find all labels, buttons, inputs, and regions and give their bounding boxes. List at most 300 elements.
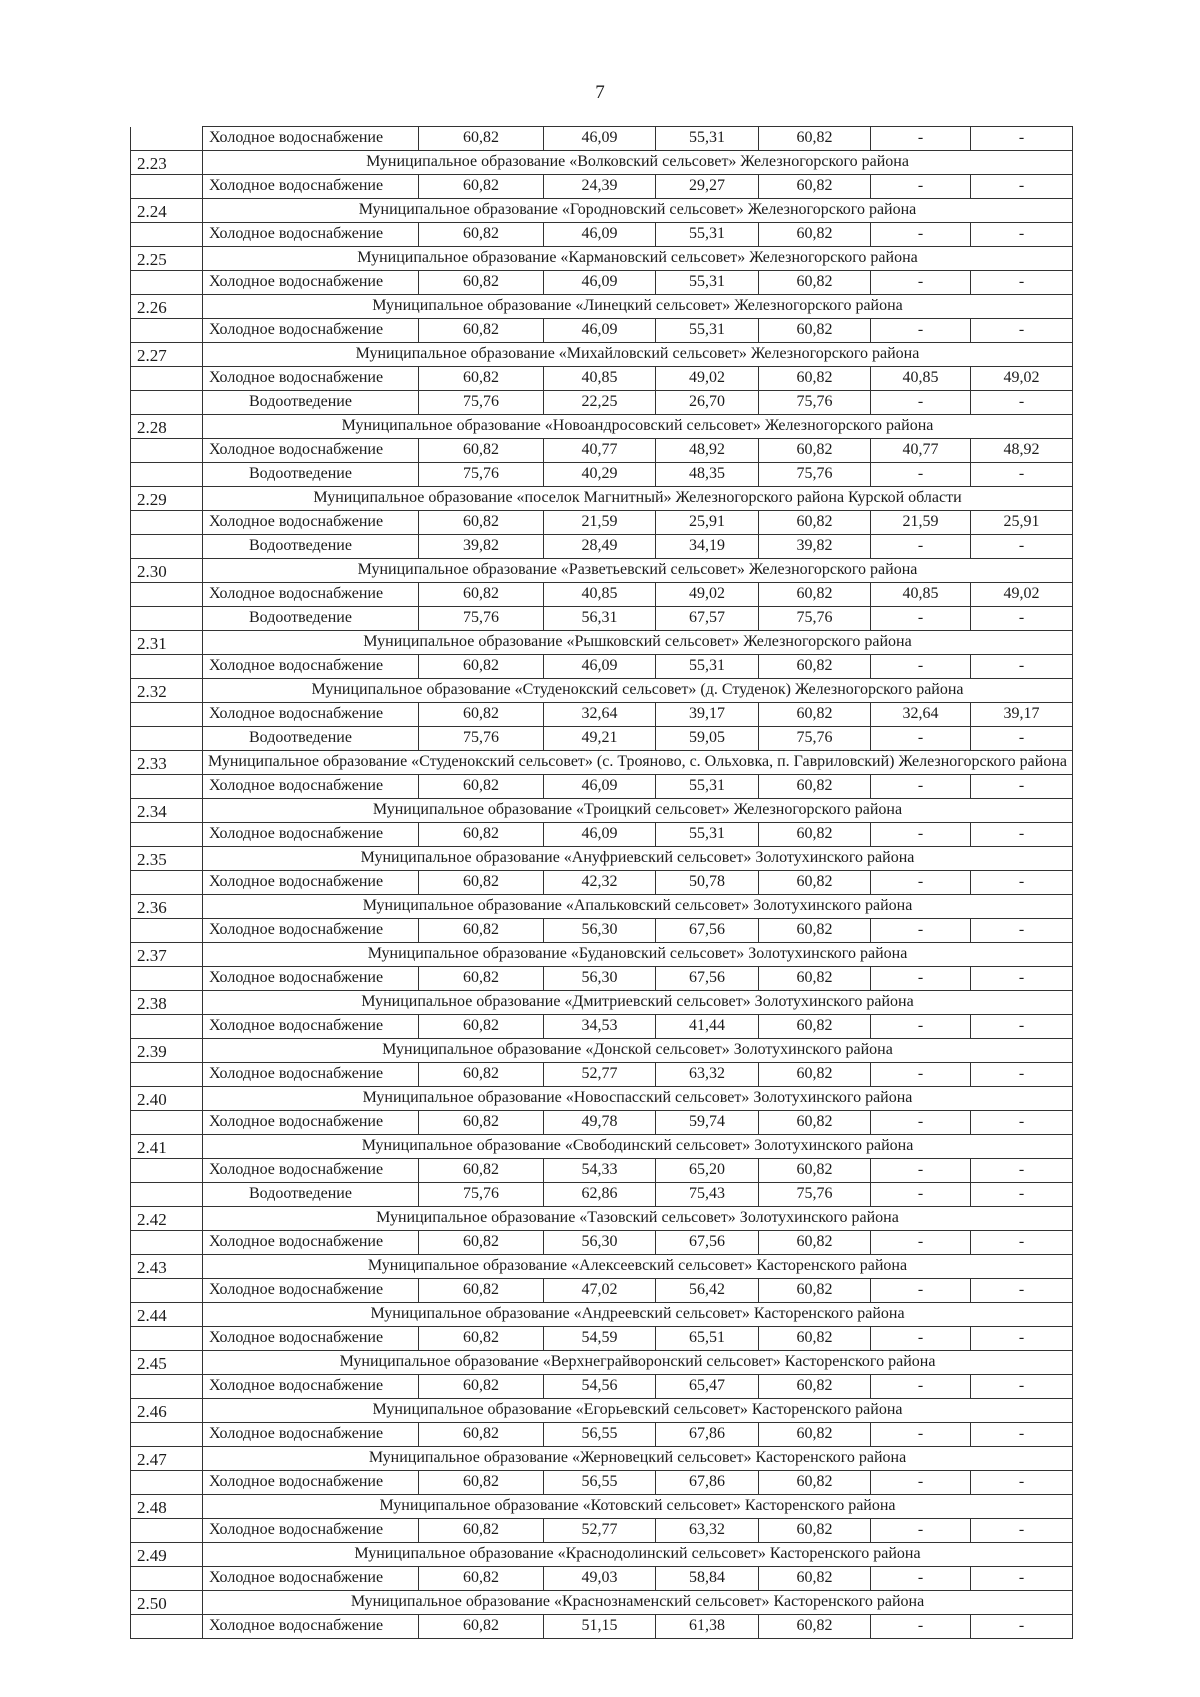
tariff-value: 60,82 — [759, 1375, 871, 1399]
section-number: 2.49 — [131, 1543, 203, 1567]
tariff-value: 40,85 — [871, 583, 971, 607]
number-blank-cell — [131, 703, 203, 727]
section-number: 2.30 — [131, 559, 203, 583]
tariff-value: - — [871, 1327, 971, 1351]
service-row — [131, 391, 1073, 415]
number-blank-cell — [131, 1183, 203, 1207]
tariff-value: - — [871, 727, 971, 751]
section-title: Муниципальное образование «Верхнеграйворонский сельсовет» Касторенского района — [203, 1351, 1073, 1375]
tariff-value: - — [871, 535, 971, 559]
tariff-value: - — [971, 127, 1073, 151]
tariff-value: 75,76 — [759, 463, 871, 487]
tariff-value: 60,82 — [759, 223, 871, 247]
section-number: 2.34 — [131, 799, 203, 823]
tariff-value: - — [971, 1471, 1073, 1495]
tariff-value: 60,82 — [419, 319, 544, 343]
tariff-value: 60,82 — [759, 271, 871, 295]
service-label: Холодное водоснабжение — [203, 1063, 419, 1087]
tariff-value: 60,82 — [759, 967, 871, 991]
tariff-value: 60,82 — [419, 871, 544, 895]
section-number: 2.40 — [131, 1087, 203, 1111]
tariff-value: - — [871, 1471, 971, 1495]
number-blank-cell — [131, 1111, 203, 1135]
service-label: Холодное водоснабжение — [203, 1015, 419, 1039]
number-blank-cell — [131, 1159, 203, 1183]
service-label: Водоотведение — [203, 391, 419, 415]
tariff-value: 60,82 — [419, 223, 544, 247]
tariff-value: 56,55 — [544, 1471, 656, 1495]
service-row — [131, 271, 1073, 295]
tariff-value: 60,82 — [759, 703, 871, 727]
tariff-table — [130, 126, 1073, 1639]
page-number: 7 — [595, 82, 605, 103]
section-number: 2.26 — [131, 295, 203, 319]
tariff-value: 48,35 — [656, 463, 759, 487]
number-blank-cell — [131, 127, 203, 151]
tariff-value: 67,56 — [656, 1231, 759, 1255]
service-label: Водоотведение — [203, 535, 419, 559]
service-row — [131, 583, 1073, 607]
tariff-value: 49,02 — [656, 583, 759, 607]
number-blank-cell — [131, 271, 203, 295]
section-row — [131, 199, 1073, 223]
tariff-value: 60,82 — [419, 271, 544, 295]
tariff-value: 59,05 — [656, 727, 759, 751]
service-row — [131, 655, 1073, 679]
service-row — [131, 871, 1073, 895]
service-label: Холодное водоснабжение — [203, 655, 419, 679]
service-row — [131, 607, 1073, 631]
tariff-value: 65,20 — [656, 1159, 759, 1183]
service-label: Холодное водоснабжение — [203, 367, 419, 391]
tariff-value: 40,85 — [871, 367, 971, 391]
service-label: Холодное водоснабжение — [203, 775, 419, 799]
tariff-value: - — [871, 1063, 971, 1087]
tariff-value: 60,82 — [759, 511, 871, 535]
tariff-value: 55,31 — [656, 271, 759, 295]
service-label: Водоотведение — [203, 607, 419, 631]
tariff-value: - — [971, 271, 1073, 295]
section-row — [131, 1303, 1073, 1327]
tariff-value: 29,27 — [656, 175, 759, 199]
tariff-value: - — [871, 391, 971, 415]
tariff-value: 34,53 — [544, 1015, 656, 1039]
tariff-value: 75,76 — [419, 463, 544, 487]
section-number: 2.43 — [131, 1255, 203, 1279]
number-blank-cell — [131, 1519, 203, 1543]
service-label: Водоотведение — [203, 727, 419, 751]
number-blank-cell — [131, 1615, 203, 1639]
service-row — [131, 727, 1073, 751]
tariff-value: 46,09 — [544, 271, 656, 295]
tariff-value: - — [871, 1279, 971, 1303]
tariff-value: 39,17 — [656, 703, 759, 727]
section-number: 2.42 — [131, 1207, 203, 1231]
section-title: Муниципальное образование «Новоандросовский сельсовет» Железногорского района — [203, 415, 1073, 439]
tariff-value: 60,82 — [759, 1015, 871, 1039]
tariff-value: 60,82 — [419, 367, 544, 391]
service-row — [131, 127, 1073, 151]
tariff-value: 60,82 — [759, 1279, 871, 1303]
tariff-value: - — [971, 1111, 1073, 1135]
service-label: Холодное водоснабжение — [203, 511, 419, 535]
tariff-value: 39,82 — [419, 535, 544, 559]
tariff-value: 32,64 — [871, 703, 971, 727]
tariff-value: 75,76 — [419, 727, 544, 751]
section-title: Муниципальное образование «Городновский сельсовет» Железногорского района — [203, 199, 1073, 223]
tariff-value: 60,82 — [419, 127, 544, 151]
tariff-value: 75,76 — [419, 391, 544, 415]
number-blank-cell — [131, 1375, 203, 1399]
section-title: Муниципальное образование «Студенокский сельсовет» (д. Студенок) Железногорского района — [203, 679, 1073, 703]
tariff-value: 46,09 — [544, 655, 656, 679]
service-label: Холодное водоснабжение — [203, 1159, 419, 1183]
tariff-value: 54,33 — [544, 1159, 656, 1183]
service-label: Холодное водоснабжение — [203, 1375, 419, 1399]
section-row — [131, 1495, 1073, 1519]
tariff-value: 60,82 — [759, 823, 871, 847]
section-title: Муниципальное образование «Краснознаменский сельсовет» Касторенского района — [203, 1591, 1073, 1615]
tariff-value: 26,70 — [656, 391, 759, 415]
tariff-value: - — [971, 727, 1073, 751]
service-label: Холодное водоснабжение — [203, 1567, 419, 1591]
service-label: Холодное водоснабжение — [203, 871, 419, 895]
tariff-value: 60,82 — [419, 1063, 544, 1087]
service-row — [131, 1519, 1073, 1543]
section-number: 2.36 — [131, 895, 203, 919]
number-blank-cell — [131, 1567, 203, 1591]
tariff-value: - — [971, 1279, 1073, 1303]
section-row — [131, 1351, 1073, 1375]
number-blank-cell — [131, 175, 203, 199]
service-row — [131, 1279, 1073, 1303]
tariff-value: 60,82 — [419, 1231, 544, 1255]
section-title: Муниципальное образование «Донской сельсовет» Золотухинского района — [203, 1039, 1073, 1063]
number-blank-cell — [131, 1063, 203, 1087]
number-blank-cell — [131, 223, 203, 247]
tariff-value: 75,76 — [759, 391, 871, 415]
section-title: Муниципальное образование «Алексеевский сельсовет» Касторенского района — [203, 1255, 1073, 1279]
number-blank-cell — [131, 463, 203, 487]
section-number: 2.33 — [131, 751, 203, 775]
section-number: 2.44 — [131, 1303, 203, 1327]
tariff-value: - — [871, 1567, 971, 1591]
tariff-value: - — [871, 319, 971, 343]
tariff-value: - — [971, 1063, 1073, 1087]
section-title: Муниципальное образование «Линецкий сельсовет» Железногорского района — [203, 295, 1073, 319]
tariff-value: 63,32 — [656, 1063, 759, 1087]
tariff-value: - — [871, 175, 971, 199]
service-label: Холодное водоснабжение — [203, 703, 419, 727]
tariff-value: - — [971, 1567, 1073, 1591]
tariff-value: 62,86 — [544, 1183, 656, 1207]
tariff-value: - — [871, 1375, 971, 1399]
tariff-value: 25,91 — [971, 511, 1073, 535]
tariff-value: 60,82 — [419, 1327, 544, 1351]
section-number: 2.39 — [131, 1039, 203, 1063]
tariff-value: - — [871, 1615, 971, 1639]
section-row — [131, 247, 1073, 271]
service-row — [131, 1615, 1073, 1639]
number-blank-cell — [131, 391, 203, 415]
tariff-value: - — [971, 175, 1073, 199]
tariff-value: 56,30 — [544, 967, 656, 991]
tariff-value: 60,82 — [419, 175, 544, 199]
tariff-value: 60,82 — [419, 439, 544, 463]
service-row — [131, 367, 1073, 391]
tariff-value: 60,82 — [419, 583, 544, 607]
tariff-value: 34,19 — [656, 535, 759, 559]
section-row — [131, 895, 1073, 919]
tariff-value: 46,09 — [544, 823, 656, 847]
tariff-value: 28,49 — [544, 535, 656, 559]
tariff-value: 56,31 — [544, 607, 656, 631]
tariff-value: - — [871, 463, 971, 487]
section-title: Муниципальное образование «Апальковский сельсовет» Золотухинского района — [203, 895, 1073, 919]
tariff-value: 60,82 — [419, 919, 544, 943]
tariff-value: 60,82 — [419, 1519, 544, 1543]
section-number: 2.29 — [131, 487, 203, 511]
service-row — [131, 223, 1073, 247]
tariff-value: 60,82 — [759, 1519, 871, 1543]
tariff-value: 49,21 — [544, 727, 656, 751]
tariff-value: - — [971, 1375, 1073, 1399]
tariff-value: 54,56 — [544, 1375, 656, 1399]
service-row — [131, 823, 1073, 847]
tariff-value: 60,82 — [419, 967, 544, 991]
service-row — [131, 1471, 1073, 1495]
service-label: Холодное водоснабжение — [203, 439, 419, 463]
number-blank-cell — [131, 511, 203, 535]
number-blank-cell — [131, 1279, 203, 1303]
tariff-value: 60,82 — [759, 1063, 871, 1087]
section-title: Муниципальное образование «Михайловский сельсовет» Железногорского района — [203, 343, 1073, 367]
section-number: 2.32 — [131, 679, 203, 703]
section-row — [131, 1039, 1073, 1063]
tariff-value: 65,51 — [656, 1327, 759, 1351]
number-blank-cell — [131, 967, 203, 991]
section-title: Муниципальное образование «Будановский сельсовет» Золотухинского района — [203, 943, 1073, 967]
tariff-value: 60,82 — [419, 823, 544, 847]
tariff-value: - — [971, 775, 1073, 799]
service-row — [131, 1231, 1073, 1255]
section-title: Муниципальное образование «Волковский сельсовет» Железногорского района — [203, 151, 1073, 175]
number-blank-cell — [131, 871, 203, 895]
service-label: Холодное водоснабжение — [203, 1519, 419, 1543]
service-row — [131, 967, 1073, 991]
service-label: Холодное водоснабжение — [203, 823, 419, 847]
tariff-value: 67,86 — [656, 1423, 759, 1447]
number-blank-cell — [131, 655, 203, 679]
tariff-value: 75,76 — [759, 607, 871, 631]
tariff-value: 49,02 — [656, 367, 759, 391]
tariff-value: 75,43 — [656, 1183, 759, 1207]
tariff-value: 51,15 — [544, 1615, 656, 1639]
tariff-value: 60,82 — [759, 367, 871, 391]
number-blank-cell — [131, 607, 203, 631]
section-title: Муниципальное образование «Жерновецкий сельсовет» Касторенского района — [203, 1447, 1073, 1471]
service-row — [131, 1327, 1073, 1351]
section-row — [131, 1255, 1073, 1279]
tariff-value: - — [871, 1111, 971, 1135]
section-row — [131, 1087, 1073, 1111]
tariff-value: 60,82 — [419, 1567, 544, 1591]
service-label: Водоотведение — [203, 1183, 419, 1207]
tariff-value: 60,82 — [759, 1615, 871, 1639]
section-row — [131, 631, 1073, 655]
tariff-value: 41,44 — [656, 1015, 759, 1039]
service-row — [131, 175, 1073, 199]
section-row — [131, 295, 1073, 319]
tariff-value: 50,78 — [656, 871, 759, 895]
tariff-value: 60,82 — [759, 1567, 871, 1591]
tariff-value: 24,39 — [544, 175, 656, 199]
tariff-value: - — [971, 655, 1073, 679]
section-title: Муниципальное образование «Тазовский сельсовет» Золотухинского района — [203, 1207, 1073, 1231]
tariff-value: 61,38 — [656, 1615, 759, 1639]
section-number: 2.35 — [131, 847, 203, 871]
section-number: 2.46 — [131, 1399, 203, 1423]
tariff-value: 60,82 — [759, 1159, 871, 1183]
tariff-value: 60,82 — [419, 1159, 544, 1183]
tariff-value: 55,31 — [656, 319, 759, 343]
service-label: Водоотведение — [203, 463, 419, 487]
tariff-value: 67,56 — [656, 919, 759, 943]
tariff-value: - — [871, 271, 971, 295]
number-blank-cell — [131, 823, 203, 847]
service-label: Холодное водоснабжение — [203, 319, 419, 343]
tariff-value: 75,76 — [419, 607, 544, 631]
tariff-value: - — [871, 823, 971, 847]
tariff-value: 75,76 — [759, 1183, 871, 1207]
section-title: Муниципальное образование «Котовский сельсовет» Касторенского района — [203, 1495, 1073, 1519]
service-row — [131, 1159, 1073, 1183]
tariff-value: - — [971, 1231, 1073, 1255]
tariff-value: 47,02 — [544, 1279, 656, 1303]
tariff-value: 49,03 — [544, 1567, 656, 1591]
tariff-value: 40,77 — [544, 439, 656, 463]
number-blank-cell — [131, 1231, 203, 1255]
service-row — [131, 703, 1073, 727]
tariff-value: 75,76 — [759, 727, 871, 751]
number-blank-cell — [131, 1471, 203, 1495]
tariff-value: 60,82 — [419, 1471, 544, 1495]
tariff-value: - — [871, 655, 971, 679]
section-row — [131, 991, 1073, 1015]
tariff-value: - — [871, 967, 971, 991]
tariff-value: - — [971, 223, 1073, 247]
section-row — [131, 1135, 1073, 1159]
service-label: Холодное водоснабжение — [203, 1279, 419, 1303]
tariff-value: 49,02 — [971, 583, 1073, 607]
number-blank-cell — [131, 919, 203, 943]
section-number: 2.31 — [131, 631, 203, 655]
service-label: Холодное водоснабжение — [203, 127, 419, 151]
section-title: Муниципальное образование «Свободинский сельсовет» Золотухинского района — [203, 1135, 1073, 1159]
tariff-value: 59,74 — [656, 1111, 759, 1135]
service-label: Холодное водоснабжение — [203, 919, 419, 943]
tariff-value: - — [971, 919, 1073, 943]
table-body — [131, 127, 1073, 1639]
section-number: 2.28 — [131, 415, 203, 439]
service-label: Холодное водоснабжение — [203, 1327, 419, 1351]
tariff-value: 39,82 — [759, 535, 871, 559]
number-blank-cell — [131, 439, 203, 463]
tariff-value: 46,09 — [544, 223, 656, 247]
tariff-value: 40,29 — [544, 463, 656, 487]
tariff-value: 49,78 — [544, 1111, 656, 1135]
service-row — [131, 919, 1073, 943]
tariff-value: 60,82 — [419, 655, 544, 679]
tariff-value: 55,31 — [656, 127, 759, 151]
service-row — [131, 319, 1073, 343]
tariff-value: 40,77 — [871, 439, 971, 463]
number-blank-cell — [131, 727, 203, 751]
tariff-value: - — [871, 223, 971, 247]
tariff-value: 60,82 — [759, 919, 871, 943]
tariff-value: 60,82 — [759, 1231, 871, 1255]
service-row — [131, 1183, 1073, 1207]
tariff-value: 60,82 — [419, 1375, 544, 1399]
tariff-value: 56,55 — [544, 1423, 656, 1447]
tariff-value: - — [871, 775, 971, 799]
service-label: Холодное водоснабжение — [203, 175, 419, 199]
tariff-value: 60,82 — [759, 775, 871, 799]
tariff-value: 55,31 — [656, 655, 759, 679]
tariff-value: 21,59 — [544, 511, 656, 535]
section-number: 2.47 — [131, 1447, 203, 1471]
number-blank-cell — [131, 583, 203, 607]
tariff-value: - — [871, 127, 971, 151]
tariff-value: - — [971, 535, 1073, 559]
section-number: 2.27 — [131, 343, 203, 367]
tariff-value: 60,82 — [759, 655, 871, 679]
section-row — [131, 943, 1073, 967]
section-number: 2.50 — [131, 1591, 203, 1615]
tariff-value: - — [871, 1231, 971, 1255]
tariff-value: 46,09 — [544, 127, 656, 151]
service-row — [131, 1063, 1073, 1087]
tariff-value: 60,82 — [419, 1279, 544, 1303]
tariff-value: - — [971, 967, 1073, 991]
section-number: 2.38 — [131, 991, 203, 1015]
service-label: Холодное водоснабжение — [203, 1471, 419, 1495]
tariff-value: 56,42 — [656, 1279, 759, 1303]
number-blank-cell — [131, 1423, 203, 1447]
tariff-value: 48,92 — [656, 439, 759, 463]
service-row — [131, 439, 1073, 463]
section-row — [131, 1447, 1073, 1471]
tariff-value: - — [971, 607, 1073, 631]
tariff-value: 58,84 — [656, 1567, 759, 1591]
section-row — [131, 487, 1073, 511]
tariff-value: - — [971, 823, 1073, 847]
tariff-value: 60,82 — [759, 583, 871, 607]
tariff-value: - — [971, 1015, 1073, 1039]
tariff-value: - — [971, 871, 1073, 895]
tariff-value: 52,77 — [544, 1063, 656, 1087]
section-number: 2.37 — [131, 943, 203, 967]
tariff-value: 60,82 — [419, 1111, 544, 1135]
tariff-value: 55,31 — [656, 223, 759, 247]
tariff-value: - — [971, 1159, 1073, 1183]
tariff-value: - — [871, 1423, 971, 1447]
tariff-value: 40,85 — [544, 367, 656, 391]
tariff-value: 55,31 — [656, 823, 759, 847]
tariff-value: - — [971, 1327, 1073, 1351]
service-label: Холодное водоснабжение — [203, 1111, 419, 1135]
tariff-value: 60,82 — [759, 175, 871, 199]
